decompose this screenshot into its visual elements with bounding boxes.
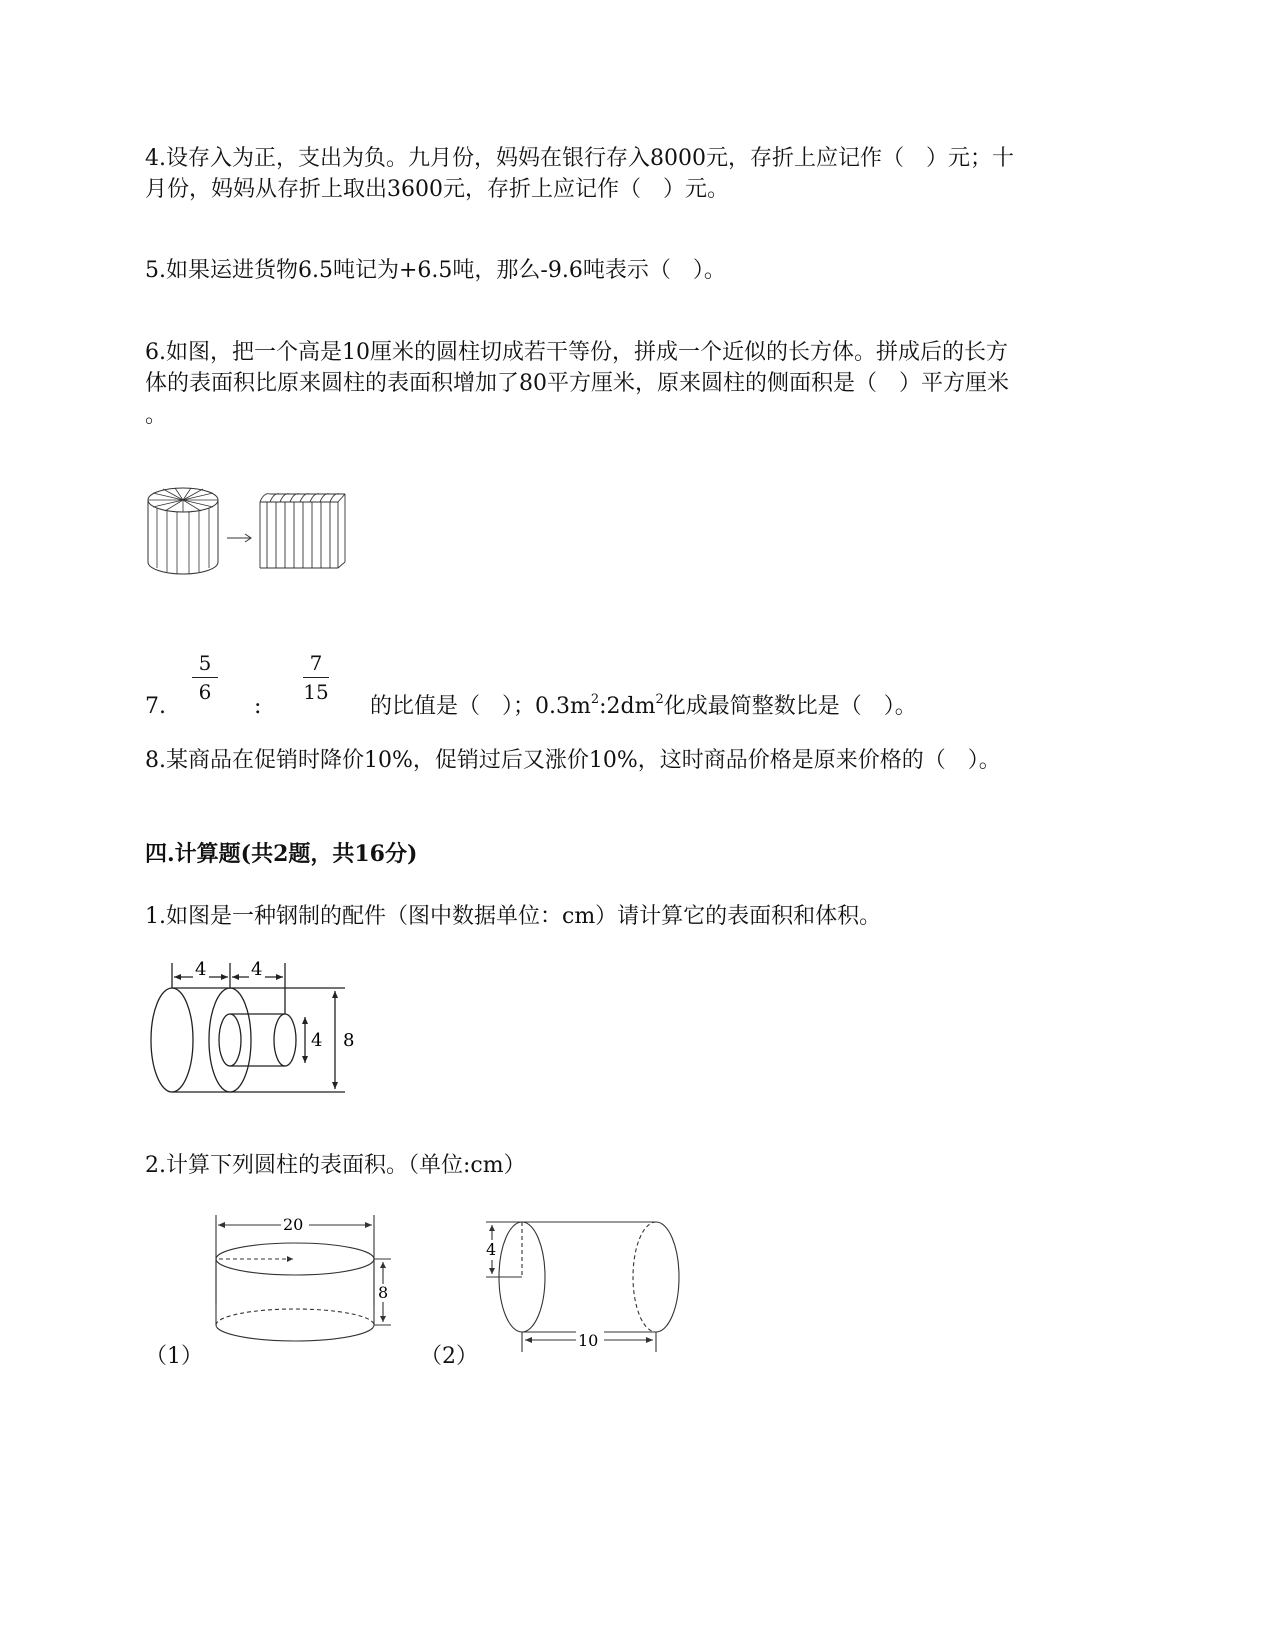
s4-p2-text: 2.计算下列圆柱的表面积。（单位:cm） bbox=[145, 1153, 526, 1178]
q7-text-b: :2dm bbox=[599, 694, 656, 719]
steel-part-figure bbox=[145, 955, 370, 1105]
dim-label: 4 bbox=[486, 1240, 497, 1259]
q7-text-c: 化成最简整数比是（ ）。 bbox=[663, 694, 917, 719]
q6-line3: 。 bbox=[145, 403, 168, 428]
q7-sup2: 2 bbox=[655, 691, 664, 707]
cylinder-figure-2 bbox=[480, 1210, 690, 1355]
dim-label: 8 bbox=[378, 1283, 389, 1302]
s4-p2-label-1: （1） bbox=[145, 1344, 203, 1369]
dim-label: 4 bbox=[195, 959, 207, 980]
fraction-5-6 bbox=[185, 651, 225, 704]
q7-colon: : bbox=[254, 694, 262, 719]
fraction-denominator: 6 bbox=[198, 680, 212, 704]
dim-label: 8 bbox=[343, 1030, 355, 1051]
dim-label: 4 bbox=[311, 1030, 323, 1051]
fraction-denominator: 15 bbox=[303, 680, 329, 704]
fraction-bar bbox=[192, 677, 218, 678]
q6-line1: 6.如图，把一个高是10厘米的圆柱切成若干等份，拼成一个近似的长方体。拼成后的长方 bbox=[145, 340, 1008, 365]
q7-number: 7. bbox=[145, 694, 166, 719]
q6-line2: 体的表面积比原来圆柱的表面积增加了80平方厘米，原来圆柱的侧面积是（ ）平方厘米 bbox=[145, 371, 1009, 396]
cylinder-to-cuboid-figure bbox=[145, 480, 360, 585]
q8-line1: 8.某商品在促销时降价10%，促销过后又涨价10%，这时商品价格是原来价格的（ ）。 bbox=[145, 748, 1001, 773]
s4-p1-text: 1.如图是一种钢制的配件（图中数据单位：cm）请计算它的表面积和体积。 bbox=[145, 904, 882, 929]
s4-p2-label-2: （2） bbox=[420, 1344, 478, 1369]
fraction-numerator: 5 bbox=[198, 651, 212, 675]
q4-line1: 4.设存入为正，支出为负。九月份，妈妈在银行存入8000元，存折上应记作（ ）元；十 bbox=[145, 146, 1014, 171]
q4-line2: 月份，妈妈从存折上取出3600元，存折上应记作（ ）元。 bbox=[145, 177, 729, 202]
fraction-7-15 bbox=[296, 651, 336, 704]
q5-line1: 5.如果运进货物6.5吨记为+6.5吨，那么-9.6吨表示（ ）。 bbox=[145, 258, 726, 283]
dim-label: 10 bbox=[578, 1331, 599, 1350]
dim-label: 4 bbox=[251, 959, 263, 980]
q7-text bbox=[370, 691, 917, 723]
dim-label: 20 bbox=[283, 1215, 304, 1234]
section4-heading: 四.计算题(共2题，共16分) bbox=[145, 841, 418, 867]
q7-sup1: 2 bbox=[590, 691, 600, 707]
q7-text-a: 的比值是（ ）；0.3m bbox=[370, 694, 591, 719]
fraction-bar bbox=[303, 677, 329, 678]
cylinder-figure-1 bbox=[205, 1210, 395, 1350]
fraction-numerator: 7 bbox=[309, 651, 323, 675]
